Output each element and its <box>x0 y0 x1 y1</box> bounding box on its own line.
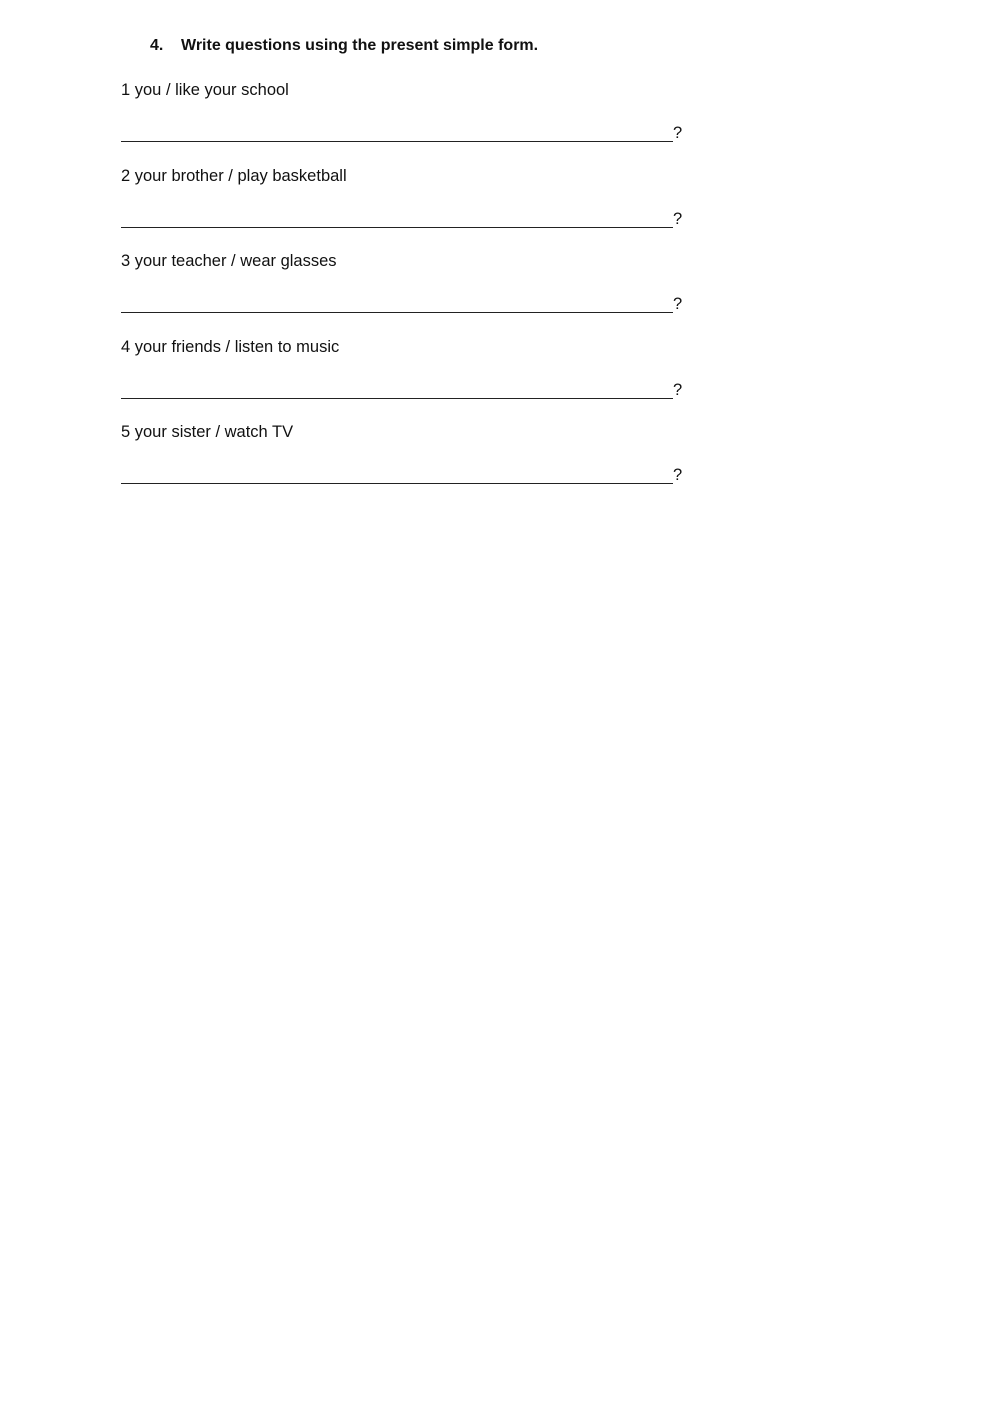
question-item <box>121 79 721 165</box>
question-item <box>121 165 721 251</box>
exercise-number: 4. <box>150 37 164 54</box>
question-mark: ? <box>673 466 683 484</box>
answer-row <box>121 122 691 144</box>
question-item <box>121 336 721 422</box>
question-prompt: 4 your friends / listen to music <box>121 337 340 356</box>
answer-row <box>121 293 691 315</box>
question-prompt: 3 your teacher / wear glasses <box>121 252 337 270</box>
question-prompt: 1 you / like your school <box>121 81 289 99</box>
answer-row <box>121 208 691 230</box>
answer-blank-line <box>121 483 673 484</box>
exercise-instruction: Write questions using the present simple form. <box>181 37 539 54</box>
answer-row <box>121 379 691 401</box>
answer-blank-line <box>121 141 673 142</box>
answer-blank-line <box>121 312 673 313</box>
answer-blank-line <box>121 227 673 228</box>
answer-row <box>121 464 691 486</box>
question-item <box>121 250 721 336</box>
exercise-heading <box>150 36 538 56</box>
question-mark: ? <box>673 209 683 228</box>
question-mark: ? <box>673 295 683 313</box>
answer-blank-line <box>121 398 673 399</box>
question-mark: ? <box>673 124 683 142</box>
question-prompt: 2 your brother / play basketball <box>121 166 347 185</box>
question-item <box>121 421 721 507</box>
question-prompt: 5 your sister / watch TV <box>121 423 294 441</box>
question-mark: ? <box>673 380 683 399</box>
question-list <box>121 79 721 507</box>
